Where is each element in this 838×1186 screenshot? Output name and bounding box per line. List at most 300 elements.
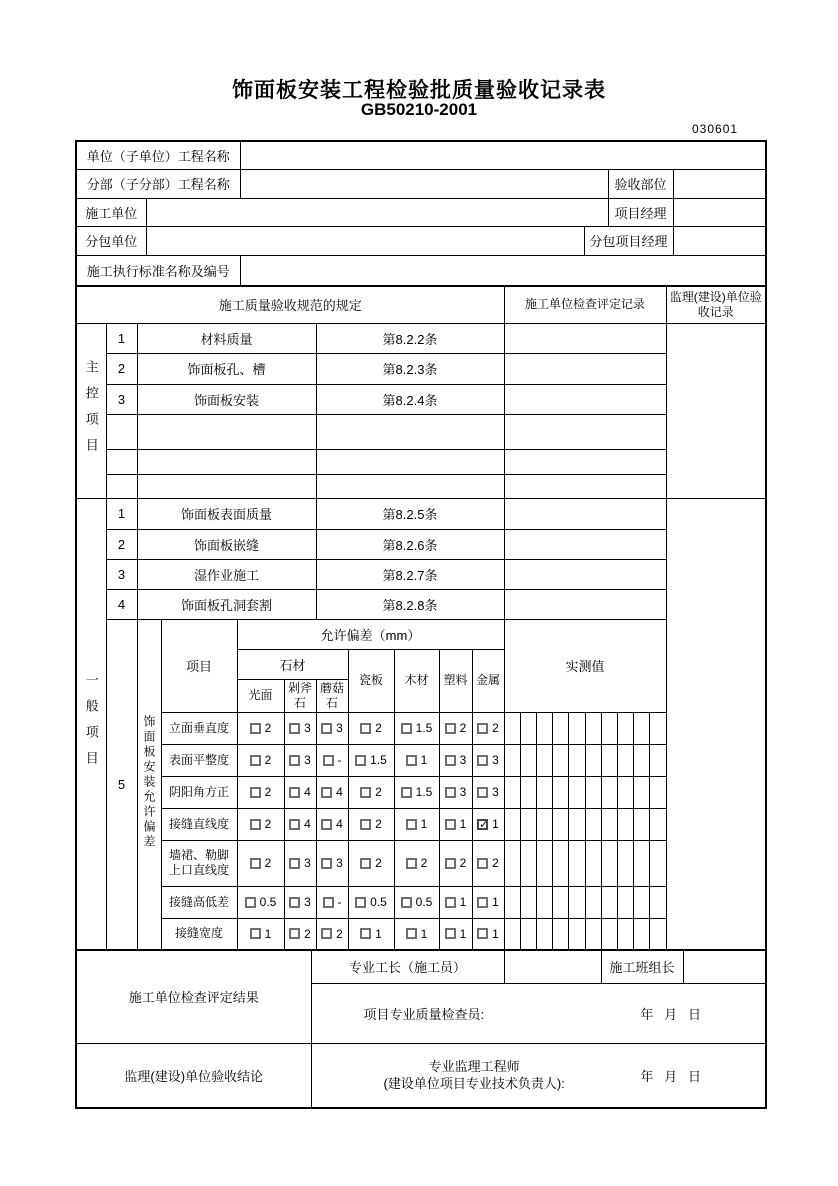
- unit-project-name-label: 单位（子单位）工程名称: [76, 141, 240, 169]
- tolerance-value: 4: [304, 785, 311, 799]
- tolerance-cell: [472, 808, 504, 840]
- contractor-record-column-header: 施工单位检查评定记录: [504, 286, 666, 323]
- deviation-side-label: 饰面板安装允许偏差: [137, 619, 161, 950]
- measured-value-cell: [504, 712, 520, 744]
- tolerance-checkbox[interactable]: [360, 723, 371, 734]
- tolerance-checkbox[interactable]: [250, 723, 261, 734]
- material-header-2: 塑料: [439, 649, 472, 712]
- spec-column-header: 施工质量验收规范的规定: [76, 286, 504, 323]
- measured-value-cell: [585, 886, 601, 918]
- item-clause: 第8.2.6条: [316, 529, 504, 559]
- tolerance-cell: [472, 744, 504, 776]
- info-table: [75, 140, 767, 287]
- item-name: [137, 474, 316, 498]
- foreman-signature-cell: [504, 950, 601, 983]
- tolerance-value: 3: [304, 753, 311, 767]
- tolerance-value: 1: [459, 817, 467, 831]
- tolerance-value: 1: [420, 817, 428, 831]
- tolerance-cell: [237, 918, 284, 950]
- date-placeholder-2: 年 月 日: [640, 1068, 701, 1084]
- tolerance-cell: [439, 840, 472, 886]
- tolerance-value: -: [337, 895, 342, 909]
- tolerance-cell: [237, 744, 284, 776]
- measured-value-cell: [601, 776, 617, 808]
- item-clause: [316, 449, 504, 474]
- tolerance-value: 2: [375, 785, 382, 799]
- measured-value-cell: [649, 808, 666, 840]
- tolerance-cell: [237, 808, 284, 840]
- supervisor-record-column-header: 监理(建设)单位验收记录: [666, 286, 766, 323]
- contractor-record-cell: [504, 384, 666, 414]
- tolerance-value: 3: [492, 753, 499, 767]
- tolerance-checkbox[interactable]: [289, 858, 300, 869]
- tolerance-value: 2: [375, 721, 382, 735]
- measured-value-cell: [536, 840, 552, 886]
- quality-checker-row: [311, 983, 766, 1043]
- tolerance-checkbox[interactable]: [355, 755, 366, 766]
- tolerance-cell: [284, 808, 316, 840]
- deviation-item-column-header: 项目: [161, 619, 237, 712]
- material-header-3: 金属: [472, 649, 504, 712]
- subsection-name-label: 分部（子分部）工程名称: [76, 169, 240, 198]
- tolerance-checkbox[interactable]: [289, 755, 300, 766]
- tolerance-checkbox[interactable]: [250, 755, 261, 766]
- item-no: 2: [106, 529, 137, 559]
- tolerance-cell: [472, 840, 504, 886]
- tolerance-checkbox[interactable]: [406, 819, 417, 830]
- tolerance-value: 3: [459, 785, 467, 799]
- tolerance-checkbox[interactable]: [445, 897, 456, 908]
- measured-value-cell: [617, 712, 633, 744]
- stone-sub-header-2: 蘑菇石: [316, 679, 348, 712]
- item-name: [137, 414, 316, 449]
- measured-value-cell: [617, 840, 633, 886]
- measured-value-cell: [601, 712, 617, 744]
- measured-value-cell: [568, 808, 585, 840]
- tolerance-value: 3: [304, 721, 311, 735]
- tolerance-value: 2: [420, 856, 428, 870]
- measured-value-cell: [536, 712, 552, 744]
- tolerance-checkbox[interactable]: [289, 819, 300, 830]
- measured-values-header: 实测值: [504, 619, 666, 712]
- tolerance-value: -: [337, 753, 342, 767]
- tolerance-cell: [348, 808, 394, 840]
- item-name: [137, 449, 316, 474]
- tolerance-cell: [237, 712, 284, 744]
- item-no: 1: [106, 323, 137, 353]
- team-leader-signature-cell: [683, 950, 766, 983]
- contractor-record-cell: [504, 449, 666, 474]
- tolerance-checkbox[interactable]: [477, 787, 488, 798]
- form-standard-number: GB50210-2001: [360, 100, 478, 119]
- tolerance-cell: [348, 744, 394, 776]
- tolerance-checkbox[interactable]: [445, 819, 456, 830]
- item-name: 材料质量: [137, 323, 316, 353]
- tolerance-checkbox[interactable]: [406, 755, 417, 766]
- contractor-record-cell: [504, 414, 666, 449]
- tolerance-checkbox[interactable]: [321, 723, 332, 734]
- measured-value-cell: [504, 776, 520, 808]
- measured-value-cell: [568, 744, 585, 776]
- contractor-record-cell: [504, 353, 666, 384]
- contractor-record-cell: [504, 529, 666, 559]
- deviation-row-label: 表面平整度: [161, 744, 237, 776]
- item-name: 饰面板表面质量: [137, 498, 316, 529]
- tolerance-value: 4: [336, 785, 343, 799]
- tolerance-value: 3: [336, 856, 343, 870]
- measured-value-cell: [568, 712, 585, 744]
- item-clause: [316, 474, 504, 498]
- tolerance-value: 3: [304, 856, 311, 870]
- measured-value-cell: [520, 776, 536, 808]
- contractor-record-cell: [504, 589, 666, 619]
- tolerance-checkbox[interactable]: [477, 897, 488, 908]
- tolerance-checkbox[interactable]: [289, 723, 300, 734]
- tolerance-value: 2: [264, 817, 272, 831]
- tolerance-value: 0.5: [370, 895, 387, 909]
- measured-value-cell: [552, 918, 568, 950]
- measured-value-cell: [585, 840, 601, 886]
- measured-value-cell: [585, 808, 601, 840]
- measured-value-cell: [617, 808, 633, 840]
- tolerance-value: 3: [459, 753, 467, 767]
- tolerance-value: 2: [264, 856, 272, 870]
- tolerance-value: 1: [375, 926, 382, 941]
- item-name: 饰面板孔、槽: [137, 353, 316, 384]
- measured-value-cell: [536, 776, 552, 808]
- measured-value-cell: [633, 744, 649, 776]
- measured-value-cell: [520, 712, 536, 744]
- tolerance-checkbox[interactable]: [445, 755, 456, 766]
- contractor-record-cell: [504, 498, 666, 529]
- measured-value-cell: [520, 744, 536, 776]
- tolerance-header: 允许偏差（mm）: [237, 619, 504, 649]
- item-name: 湿作业施工: [137, 559, 316, 589]
- tolerance-checkbox[interactable]: [321, 819, 332, 830]
- tolerance-value: 1.5: [415, 721, 433, 735]
- tolerance-cell: [394, 918, 439, 950]
- tolerance-checkbox[interactable]: [445, 858, 456, 869]
- signature-table: [75, 949, 767, 1109]
- tolerance-value: 2: [375, 856, 382, 870]
- tolerance-value: 2: [264, 753, 272, 767]
- tolerance-value: 1: [492, 817, 499, 831]
- measured-value-cell: [633, 808, 649, 840]
- tolerance-checkbox[interactable]: [250, 787, 261, 798]
- measured-value-cell: [585, 776, 601, 808]
- inspection-table-body: [76, 286, 766, 950]
- quality-checker-label: 项目专业质量检查员:: [363, 1006, 485, 1022]
- tolerance-checkbox[interactable]: [445, 723, 456, 734]
- tolerance-cell: [439, 918, 472, 950]
- supervisor-record-cell: [666, 498, 766, 950]
- date-placeholder: 年 月 日: [640, 1006, 701, 1022]
- tolerance-cell: [316, 712, 348, 744]
- tolerance-cell: [348, 886, 394, 918]
- measured-value-cell: [617, 886, 633, 918]
- item-clause: 第8.2.3条: [316, 353, 504, 384]
- tolerance-cell: [316, 744, 348, 776]
- measured-value-cell: [552, 776, 568, 808]
- tolerance-checkbox[interactable]: [360, 819, 371, 830]
- measured-value-cell: [633, 712, 649, 744]
- measured-value-cell: [520, 886, 536, 918]
- subcontract-manager-label: 分包项目经理: [584, 226, 673, 255]
- tolerance-cell: [316, 808, 348, 840]
- general-section-label: 一般项目: [76, 498, 106, 950]
- tolerance-checkbox[interactable]: [477, 755, 488, 766]
- tolerance-checkbox[interactable]: [289, 928, 300, 939]
- measured-value-cell: [601, 918, 617, 950]
- measured-value-cell: [649, 918, 666, 950]
- tolerance-cell: [316, 776, 348, 808]
- tolerance-value: 2: [264, 785, 272, 799]
- measured-value-cell: [504, 918, 520, 950]
- tolerance-cell: [439, 886, 472, 918]
- tolerance-cell: [348, 712, 394, 744]
- measured-value-cell: [617, 744, 633, 776]
- measured-value-cell: [552, 840, 568, 886]
- tolerance-value: 1: [492, 926, 499, 941]
- tolerance-cell: [394, 776, 439, 808]
- item-no: 4: [106, 589, 137, 619]
- tolerance-checkbox[interactable]: [321, 787, 332, 798]
- tolerance-cell: [316, 840, 348, 886]
- tolerance-value: 1: [492, 895, 499, 909]
- item-clause: 第8.2.5条: [316, 498, 504, 529]
- tolerance-value: 1: [459, 926, 467, 941]
- tolerance-checkbox[interactable]: [250, 819, 261, 830]
- contractor-record-cell: [504, 323, 666, 353]
- tolerance-cell: [237, 886, 284, 918]
- tolerance-checkbox[interactable]: [289, 897, 300, 908]
- tolerance-checkbox[interactable]: [360, 928, 371, 939]
- tolerance-value: 3: [492, 785, 499, 799]
- execution-standard-value: [240, 255, 766, 286]
- team-leader-label: 施工班组长: [601, 950, 683, 983]
- material-header-1: 木材: [394, 649, 439, 712]
- measured-value-cell: [633, 840, 649, 886]
- item-no: [106, 414, 137, 449]
- form-table-area: [75, 140, 765, 1109]
- tolerance-checkbox[interactable]: [355, 897, 366, 908]
- tolerance-value: 1: [264, 926, 272, 941]
- item-name: 饰面板孔洞套割: [137, 589, 316, 619]
- tolerance-cell: [284, 744, 316, 776]
- measured-value-cell: [585, 918, 601, 950]
- subcontractor-value: [146, 226, 584, 255]
- subcontract-manager-value: [673, 226, 766, 255]
- measured-value-cell: [649, 886, 666, 918]
- tolerance-cell: [472, 918, 504, 950]
- measured-value-cell: [633, 918, 649, 950]
- tolerance-value: 0.5: [259, 895, 277, 909]
- tolerance-value: 4: [336, 817, 343, 831]
- tolerance-value: 2: [459, 856, 467, 870]
- contractor-record-cell: [504, 474, 666, 498]
- tolerance-cell: [394, 840, 439, 886]
- tolerance-value: 1: [420, 753, 428, 767]
- foreman-label: 专业工长（施工员）: [311, 950, 504, 983]
- tolerance-cell: [439, 776, 472, 808]
- measured-value-cell: [552, 886, 568, 918]
- tolerance-value: 2: [304, 926, 311, 941]
- deviation-row-label: 接缝宽度: [161, 918, 237, 950]
- tolerance-value: 1.5: [415, 785, 433, 799]
- measured-value-cell: [552, 744, 568, 776]
- tolerance-value: 2: [264, 721, 272, 735]
- tolerance-cell: [284, 918, 316, 950]
- stone-sub-header-0: 光面: [237, 679, 284, 712]
- project-manager-value: [673, 198, 766, 226]
- item-name: 饰面板嵌缝: [137, 529, 316, 559]
- tolerance-cell: [348, 776, 394, 808]
- item-name: 饰面板安装: [137, 384, 316, 414]
- tolerance-cell: [348, 918, 394, 950]
- contractor-value: [146, 198, 608, 226]
- measured-value-cell: [536, 744, 552, 776]
- tolerance-value: 2: [459, 721, 467, 735]
- tolerance-checkbox[interactable]: [477, 858, 488, 869]
- item-clause: [316, 414, 504, 449]
- tolerance-checkbox-checked[interactable]: ✓: [479, 818, 489, 831]
- measured-value-cell: [649, 712, 666, 744]
- tolerance-value: 2: [492, 856, 499, 870]
- tolerance-checkbox[interactable]: [360, 858, 371, 869]
- tolerance-checkbox[interactable]: [406, 858, 417, 869]
- tolerance-cell: [348, 840, 394, 886]
- measured-value-cell: [649, 776, 666, 808]
- measured-value-cell: [552, 808, 568, 840]
- tolerance-cell: [394, 712, 439, 744]
- subcontractor-label: 分包单位: [76, 226, 146, 255]
- tolerance-cell: [284, 840, 316, 886]
- stone-header: 石材: [237, 649, 348, 679]
- tolerance-cell: [316, 918, 348, 950]
- tolerance-value: 1: [420, 926, 428, 941]
- inspection-table: [75, 285, 767, 951]
- measured-value-cell: [568, 886, 585, 918]
- item-clause: 第8.2.2条: [316, 323, 504, 353]
- deviation-row-label: 阴阳角方正: [161, 776, 237, 808]
- tolerance-checkbox[interactable]: [401, 897, 412, 908]
- tolerance-cell: [472, 886, 504, 918]
- deviation-row-label: 墙裙、勒脚上口直线度: [161, 840, 237, 886]
- acceptance-part-value: [673, 169, 766, 198]
- tolerance-checkbox[interactable]: [477, 928, 488, 939]
- measured-value-cell: [649, 744, 666, 776]
- tolerance-value: 2: [375, 817, 382, 831]
- measured-value-cell: [520, 808, 536, 840]
- supervisor-signature-row: [311, 1043, 766, 1108]
- tolerance-checkbox[interactable]: [323, 897, 334, 908]
- measured-value-cell: [568, 776, 585, 808]
- measured-value-cell: [585, 744, 601, 776]
- item-no: 1: [106, 498, 137, 529]
- form-code: 030601: [692, 122, 739, 136]
- item-no: 3: [106, 384, 137, 414]
- contractor-label: 施工单位: [76, 198, 146, 226]
- tolerance-checkbox[interactable]: [401, 787, 412, 798]
- contractor-result-label: 施工单位检查评定结果: [76, 950, 311, 1043]
- tolerance-value: 3: [336, 721, 343, 735]
- measured-value-cell: [585, 712, 601, 744]
- tolerance-value: 1: [459, 895, 467, 909]
- contractor-record-cell: [504, 559, 666, 589]
- tolerance-checkbox[interactable]: [245, 897, 256, 908]
- stone-sub-header-1: 剁斧石: [284, 679, 316, 712]
- tolerance-checkbox[interactable]: [477, 723, 488, 734]
- deviation-row-label: 立面垂直度: [161, 712, 237, 744]
- measured-value-cell: [601, 744, 617, 776]
- tolerance-checkbox[interactable]: [323, 755, 334, 766]
- measured-value-cell: [536, 808, 552, 840]
- tolerance-checkbox[interactable]: [445, 928, 456, 939]
- measured-value-cell: [520, 840, 536, 886]
- main-control-section-label: 主控项目: [76, 323, 106, 498]
- tolerance-cell: [472, 712, 504, 744]
- tolerance-cell: [284, 712, 316, 744]
- measured-value-cell: [504, 886, 520, 918]
- item-no: 3: [106, 559, 137, 589]
- tolerance-cell: [439, 808, 472, 840]
- deviation-row-label: 接缝直线度: [161, 808, 237, 840]
- tolerance-value: 4: [304, 817, 311, 831]
- tolerance-checkbox[interactable]: [250, 858, 261, 869]
- item-clause: 第8.2.4条: [316, 384, 504, 414]
- deviation-item-no: 5: [106, 619, 137, 950]
- project-manager-label: 项目经理: [608, 198, 673, 226]
- tolerance-cell: [439, 744, 472, 776]
- tolerance-value: 3: [304, 895, 311, 909]
- measured-value-cell: [633, 776, 649, 808]
- tolerance-cell: [394, 886, 439, 918]
- tolerance-checkbox[interactable]: [401, 723, 412, 734]
- execution-standard-label: 施工执行标准名称及编号: [76, 255, 240, 286]
- tolerance-cell: [237, 776, 284, 808]
- unit-project-name-value: [240, 141, 766, 169]
- measured-value-cell: [504, 744, 520, 776]
- measured-value-cell: [633, 886, 649, 918]
- tolerance-cell: [394, 744, 439, 776]
- acceptance-part-label: 验收部位: [608, 169, 673, 198]
- tolerance-checkbox[interactable]: [406, 928, 417, 939]
- tolerance-checkbox[interactable]: [445, 787, 456, 798]
- tolerance-checkbox[interactable]: [321, 928, 332, 939]
- tolerance-checkbox[interactable]: [289, 787, 300, 798]
- measured-value-cell: [504, 808, 520, 840]
- measured-value-cell: [504, 840, 520, 886]
- tolerance-cell: [237, 840, 284, 886]
- item-clause: 第8.2.7条: [316, 559, 504, 589]
- tolerance-value: 0.5: [415, 895, 433, 909]
- measured-value-cell: [617, 776, 633, 808]
- tolerance-cell: [472, 776, 504, 808]
- tolerance-checkbox[interactable]: [250, 928, 261, 939]
- measured-value-cell: [617, 918, 633, 950]
- tolerance-cell: [284, 776, 316, 808]
- measured-value-cell: [601, 808, 617, 840]
- subsection-name-value: [240, 169, 608, 198]
- tolerance-cell: [316, 886, 348, 918]
- tolerance-checkbox[interactable]: [360, 787, 371, 798]
- measured-value-cell: [520, 918, 536, 950]
- tolerance-cell: [394, 808, 439, 840]
- tolerance-checkbox[interactable]: [321, 858, 332, 869]
- supervisor-conclusion-label: 监理(建设)单位验收结论: [76, 1043, 311, 1108]
- measured-value-cell: [536, 918, 552, 950]
- form-title: 饰面板安装工程检验批质量验收记录表: [232, 79, 606, 102]
